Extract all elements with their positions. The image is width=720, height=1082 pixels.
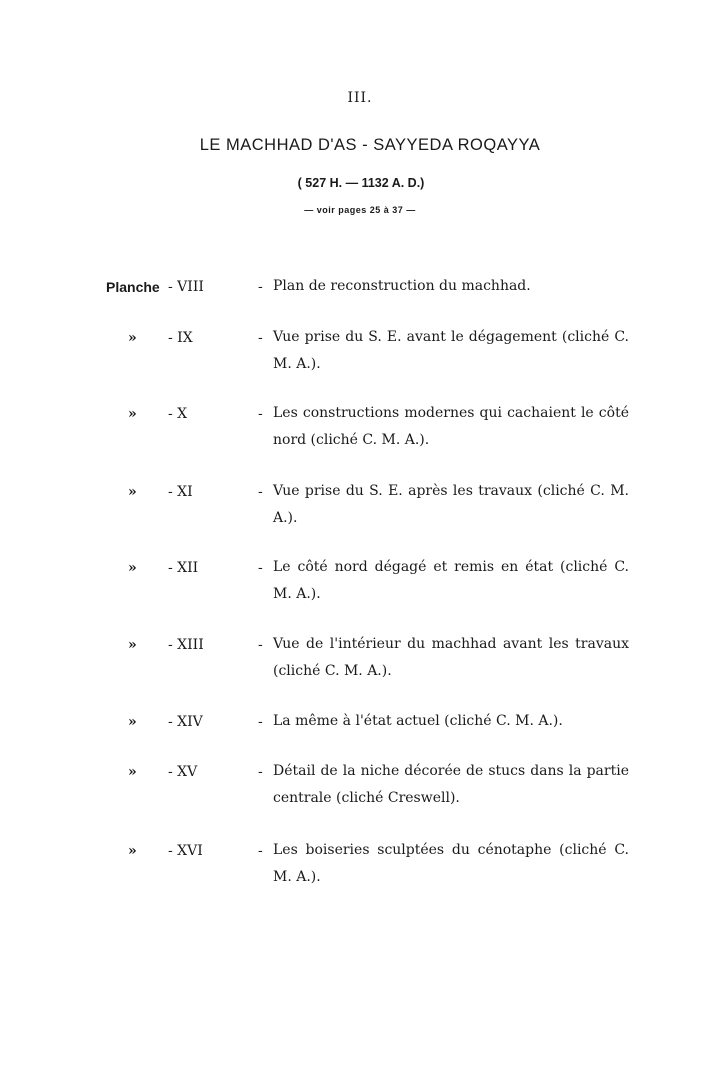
entry-dash: - <box>258 764 263 780</box>
plate-description: Vue prise du S. E. après les travaux (cliché C. M. A.). <box>273 483 629 526</box>
ditto-mark: » <box>128 764 137 780</box>
ditto-mark: » <box>128 560 137 576</box>
ditto-mark: » <box>128 330 137 346</box>
plate-number: - XI <box>168 484 193 500</box>
entry-dash: - <box>258 330 263 346</box>
dates: ( 527 H. — 1132 A. D.) <box>297 176 425 190</box>
plate-number: - IX <box>168 330 193 346</box>
entry-dash: - <box>258 637 263 653</box>
plate-description: Vue de l'intérieur du machhad avant les travaux (cliché C. M. A.). <box>273 636 629 679</box>
entry-dash: - <box>258 843 263 859</box>
ditto-mark: » <box>128 637 137 653</box>
plate-number: - XIII <box>168 637 204 653</box>
plate-number: - VIII <box>168 279 204 295</box>
plate-description: Vue prise du S. E. avant le dégagement (cliché C. M. A.). <box>273 329 629 372</box>
plate-description: Détail de la niche décorée de stucs dans la partie centrale (cliché Creswell). <box>273 763 629 806</box>
entry-dash: - <box>258 484 263 500</box>
plate-number: - XV <box>168 764 198 780</box>
ditto-mark: » <box>128 484 137 500</box>
plate-description: La même à l'état actuel (cliché C. M. A.). <box>273 713 563 729</box>
plate-description: Les boiseries sculptées du cénotaphe (cliché C. M. A.). <box>273 842 629 885</box>
entry-dash: - <box>258 279 263 295</box>
section-number: III. <box>347 90 373 106</box>
plate-description: Le côté nord dégagé et remis en état (cliché C. M. A.). <box>273 559 629 602</box>
plate-number: - XII <box>168 560 199 576</box>
plate-description: Les constructions modernes qui cachaient le côté nord (cliché C. M. A.). <box>273 405 629 448</box>
entry-dash: - <box>258 406 263 422</box>
ditto-mark: » <box>128 843 137 859</box>
plate-number: - X <box>168 406 188 422</box>
page-reference: — voir pages 25 à 37 — <box>304 205 416 215</box>
ditto-mark: » <box>128 714 137 730</box>
entry-dash: - <box>258 714 263 730</box>
plate-number: - XVI <box>168 843 203 859</box>
entry-dash: - <box>258 560 263 576</box>
section-title: LE MACHHAD D'AS - SAYYEDA ROQAYYA <box>199 136 541 154</box>
plate-description: Plan de reconstruction du machhad. <box>273 278 531 294</box>
plate-number: - XIV <box>168 714 203 730</box>
plate-label: Planche <box>106 279 160 295</box>
ditto-mark: » <box>128 406 137 422</box>
